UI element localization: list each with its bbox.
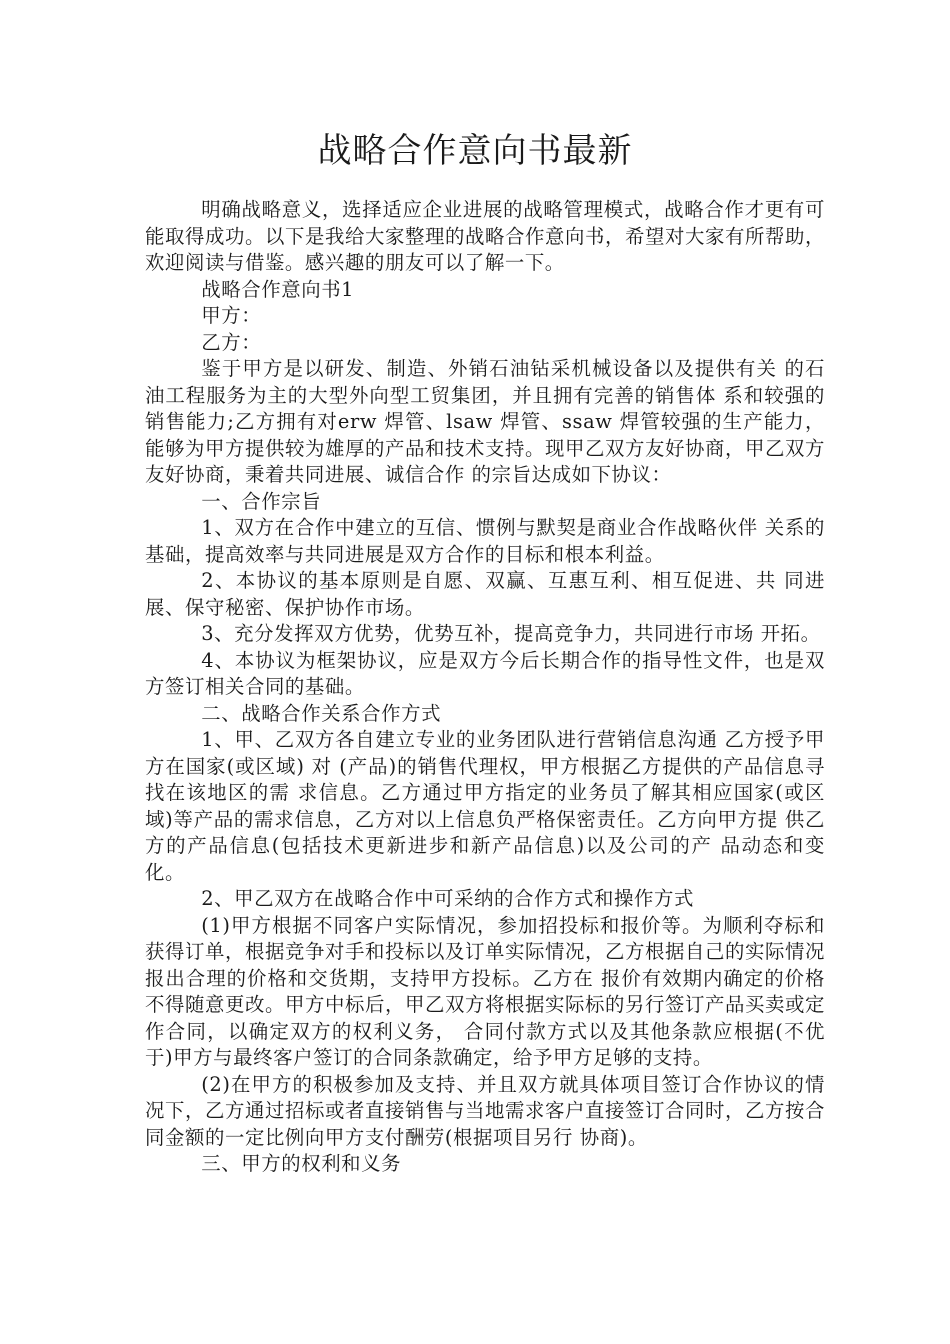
preamble-paragraph: 鉴于甲方是以研发、制造、外销石油钻采机械设备以及提供有关 的石油工程服务为主的大型外向型工贸集团，并且拥有完善的销售体 系和较强的销售能力;乙方拥有对erw 焊管、lsaw 焊管、ssaw 焊管较强的生产能力，能够为甲方提供较为雄厚的产品和技术支持。现甲乙双方友好协商，甲乙双方友好协商，秉着共同进展、诚信合作 的宗旨达成如下协议： [145,357,825,486]
section-heading-1: 一、合作宗旨 [201,489,322,513]
clause-2-2-1: (1)甲方根据不同客户实际情况，参加招投标和报价等。为顺利夺标和获得订单，根据竞争对手和投标以及订单实际情况，乙方根据自己的实际情况报出合理的价格和交货期，支持甲方投标。乙方在 报价有效期内确定的价格不得随意更改。甲方中标后，甲乙双方将根据实际标的另行签订产品买卖或定作合同，以确定双方的权利义务， 合同付款方式以及其他条款应根据(不优于)甲方与最终客户签订的合同条款确定，给予甲方足够的支持。 [145,913,825,1069]
document-title: 战略合作意向书最新 [317,131,633,171]
document-body [145,197,825,1178]
clause-1-2: 2、本协议的基本原则是自愿、双赢、互惠互利、相互促进、共 同进展、保守秘密、保护协作市场。 [145,569,825,619]
intro-paragraph: 明确战略意义，选择适应企业进展的战略管理模式，战略合作才更有可能取得成功。以下是我给大家整理的战略合作意向书，希望对大家有所帮助，欢迎阅读与借鉴。感兴趣的朋友可以了解一下。 [145,198,825,274]
party-b-line: 乙方： [201,330,262,354]
clause-2-2: 2、甲乙双方在战略合作中可采纳的合作方式和操作方式 [201,887,694,910]
clause-1-1: 1、双方在合作中建立的互信、惯例与默契是商业合作战略伙伴 关系的基础，提高效率与共同进展是双方合作的目标和根本利益。 [145,516,825,566]
clause-1-4: 4、本协议为框架协议，应是双方今后长期合作的指导性文件，也是双方签订相关合同的基础。 [145,648,825,698]
section-heading-2: 二、战略合作关系合作方式 [201,701,442,725]
section-heading-3: 三、甲方的权利和义务 [201,1152,402,1175]
agreement-heading: 战略合作意向书1 [201,277,355,301]
party-a-line: 甲方： [201,304,262,327]
clause-2-2-2: (2)在甲方的积极参加及支持、并且双方就具体项目签订合作协议的情况下，乙方通过招标或者直接销售与当地需求客户直接签订合同时，乙方按合同金额的一定比例向甲方支付酬劳(根据项目另行 协商)。 [145,1072,825,1149]
clause-2-1: 1、甲、乙双方各自建立专业的业务团队进行营销信息沟通 乙方授予甲方在国家(或区域) 对 (产品)的销售代理权，甲方根据乙方提供的产品信息寻找在该地区的需 求信息。乙方通过甲方指定的业务员了解其相应国家(或区域)等产品的需求信息，乙方对以上信息负严格保密责任。乙方向甲方提 供乙方的产品信息(包括技术更新进步和新产品信息)以及公司的产 品动态和变化。 [145,728,825,884]
clause-1-3: 3、充分发挥双方优势，优势互补，提高竞争力，共同进行市场 开拓。 [201,622,821,645]
